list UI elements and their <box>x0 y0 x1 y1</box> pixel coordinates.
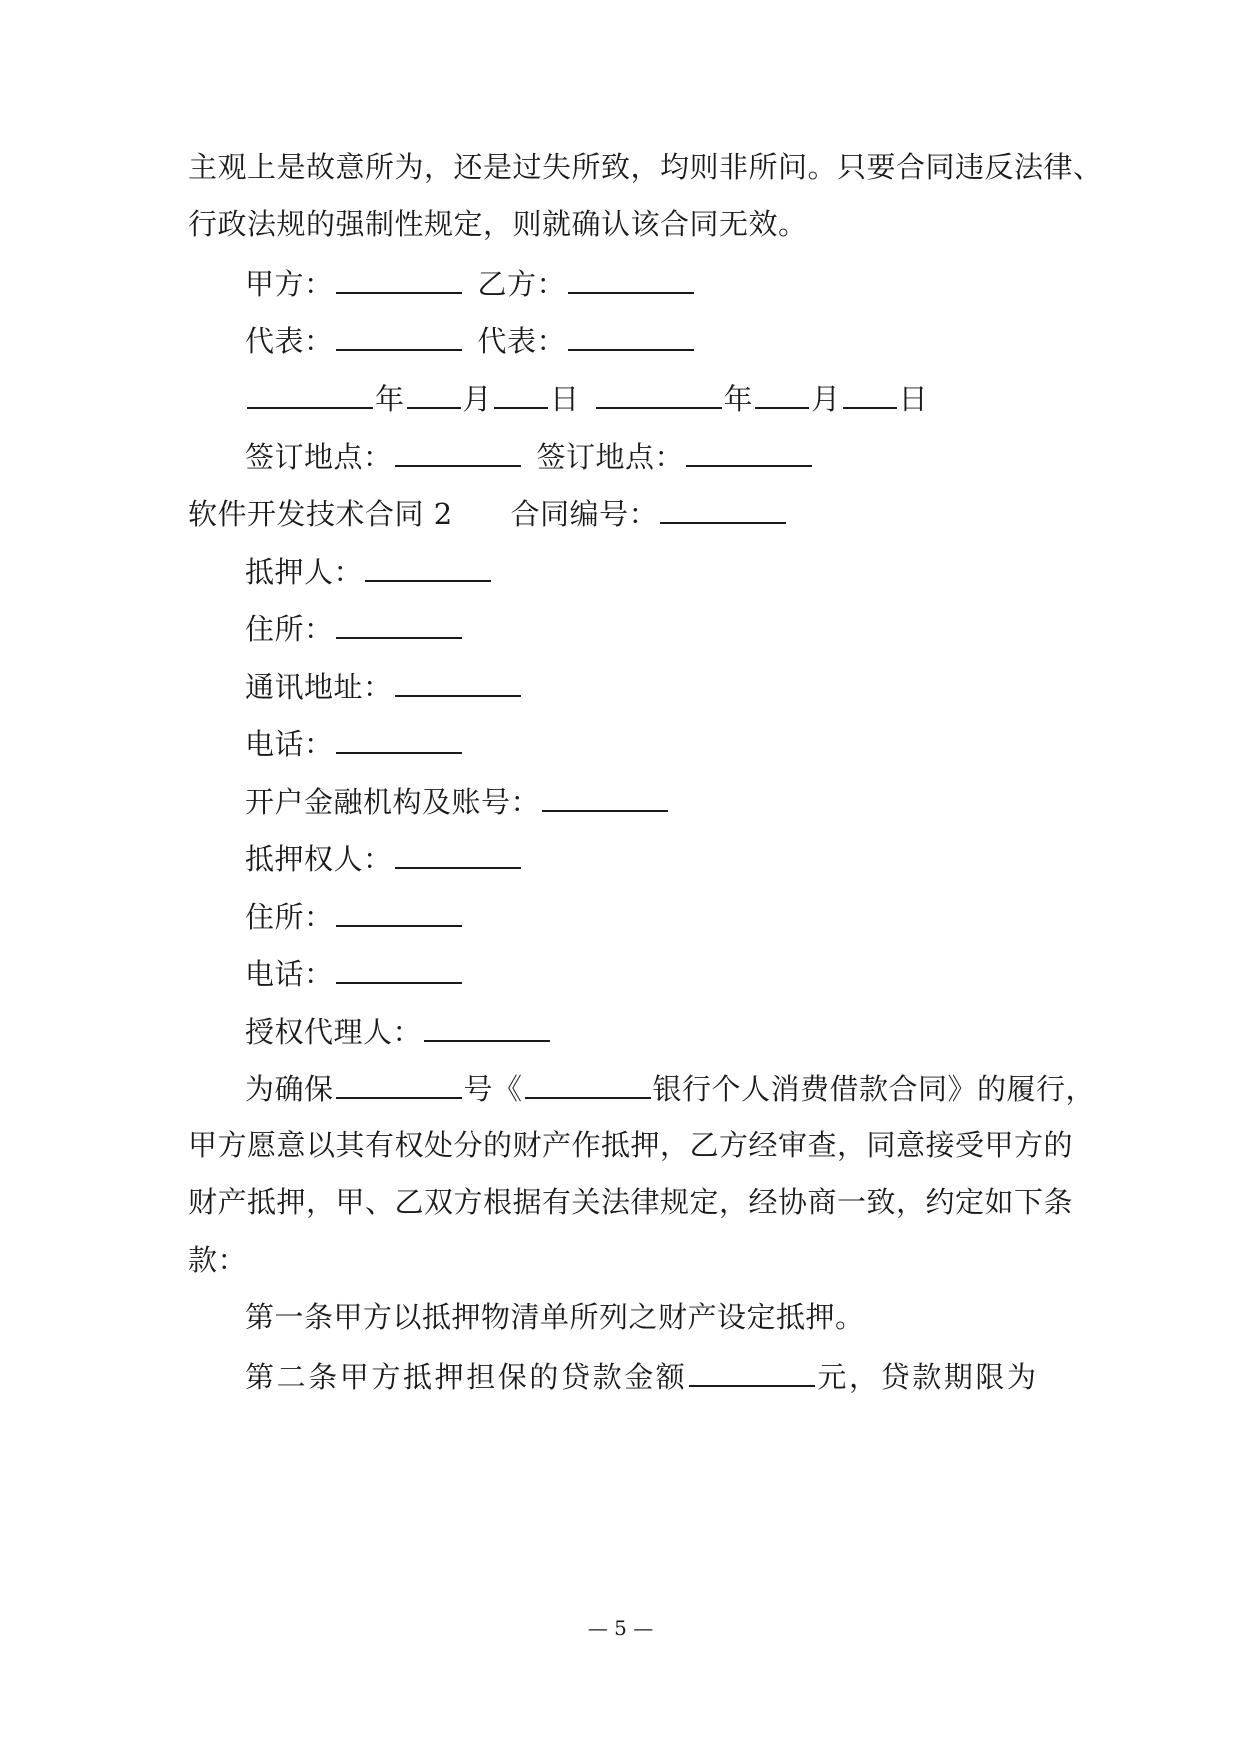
mortgagee-blank[interactable] <box>395 837 521 869</box>
month-label: 月 <box>811 382 841 416</box>
mortgagee-address-row <box>245 895 464 937</box>
contract-number-blank[interactable] <box>660 492 786 524</box>
contract2-title-row <box>188 492 788 534</box>
body-p1-c: 银行个人消费借款合同》的履行， <box>652 1072 1096 1106</box>
date-b-month-blank[interactable] <box>755 377 809 409</box>
year-label: 年 <box>723 382 754 416</box>
intro-line-2: 行政法规的强制性规定，则就确认该合同无效。 <box>188 207 808 241</box>
representative-row <box>245 319 696 361</box>
day-label: 日 <box>898 382 929 416</box>
party-row <box>245 262 696 304</box>
date-b-year-blank[interactable] <box>596 377 722 409</box>
body-line-4: 款： <box>188 1243 248 1277</box>
bank-label: 开户金融机构及账号： <box>245 785 541 819</box>
party-b-label: 乙方： <box>477 267 567 301</box>
date-a-year-blank[interactable] <box>247 377 373 409</box>
month-label: 月 <box>462 382 493 416</box>
article-1: 第一条甲方以抵押物清单所列之财产设定抵押。 <box>245 1300 865 1334</box>
mortgagee-address-label: 住所： <box>245 900 334 934</box>
agent-blank[interactable] <box>424 1010 550 1042</box>
rep-a-blank[interactable] <box>336 319 462 351</box>
mortgagee-phone-blank[interactable] <box>336 952 462 984</box>
body-line-2: 甲方愿意以其有权处分的财产作抵押，乙方经审查，同意接受甲方的 <box>188 1128 1074 1162</box>
bank-row <box>245 780 670 822</box>
place-a-label: 签订地点： <box>245 440 393 474</box>
date-b-day-blank[interactable] <box>843 377 897 409</box>
mortgagor-blank[interactable] <box>365 550 491 582</box>
contract2-title: 软件开发技术合同 2 <box>188 497 453 531</box>
agent-label: 授权代理人： <box>245 1015 423 1049</box>
signing-place-row <box>245 435 814 477</box>
loan-number-blank[interactable] <box>336 1067 462 1099</box>
contract-number-label: 合同编号： <box>510 497 659 531</box>
phone-blank[interactable] <box>336 722 462 754</box>
article-2-a: 第二条甲方抵押担保的贷款金额 <box>245 1360 688 1394</box>
mortgagor-row <box>245 550 493 592</box>
address-blank[interactable] <box>336 607 462 639</box>
party-a-blank[interactable] <box>336 262 462 294</box>
mortgagee-address-blank[interactable] <box>336 895 462 927</box>
date-a-month-blank[interactable] <box>407 377 461 409</box>
mortgagee-label: 抵押权人： <box>245 842 393 876</box>
rep-b-label: 代表： <box>477 324 567 358</box>
mortgagee-phone-row <box>245 952 464 994</box>
article-2-b: 元，贷款期限为 <box>817 1360 1039 1394</box>
place-b-label: 签订地点： <box>536 440 685 474</box>
place-b-blank[interactable] <box>686 435 812 467</box>
bank-name-blank[interactable] <box>525 1067 651 1099</box>
mortgagee-phone-label: 电话： <box>245 957 334 991</box>
agent-row <box>245 1010 552 1052</box>
mortgagor-label: 抵押人： <box>245 555 364 589</box>
article-2 <box>245 1355 1039 1397</box>
day-label: 日 <box>550 382 580 416</box>
intro-line-1: 主观上是故意所为，还是过失所致，均则非所问。只要合同违反法律、 <box>188 150 1103 184</box>
page-number: — 5 — <box>587 1616 654 1640</box>
year-label: 年 <box>375 382 405 416</box>
bank-blank[interactable] <box>542 780 668 812</box>
mail-address-blank[interactable] <box>395 665 521 697</box>
party-a-label: 甲方： <box>245 267 334 301</box>
phone-row <box>245 722 464 764</box>
address-label: 住所： <box>245 612 334 646</box>
address-row <box>245 607 464 649</box>
mail-address-row <box>245 665 523 707</box>
rep-b-blank[interactable] <box>568 319 694 351</box>
party-b-blank[interactable] <box>568 262 694 294</box>
mail-address-label: 通讯地址： <box>245 670 393 704</box>
phone-label: 电话： <box>245 727 334 761</box>
date-row <box>245 377 928 419</box>
body-line-1 <box>245 1067 1095 1109</box>
body-p1-a: 为确保 <box>245 1072 334 1106</box>
date-a-day-blank[interactable] <box>494 377 548 409</box>
loan-amount-blank[interactable] <box>689 1355 815 1387</box>
body-line-3: 财产抵押，甲、乙双方根据有关法律规定，经协商一致，约定如下条 <box>188 1185 1074 1219</box>
place-a-blank[interactable] <box>395 435 521 467</box>
mortgagee-row <box>245 837 523 879</box>
rep-a-label: 代表： <box>245 324 334 358</box>
body-p1-b: 号《 <box>463 1072 523 1106</box>
